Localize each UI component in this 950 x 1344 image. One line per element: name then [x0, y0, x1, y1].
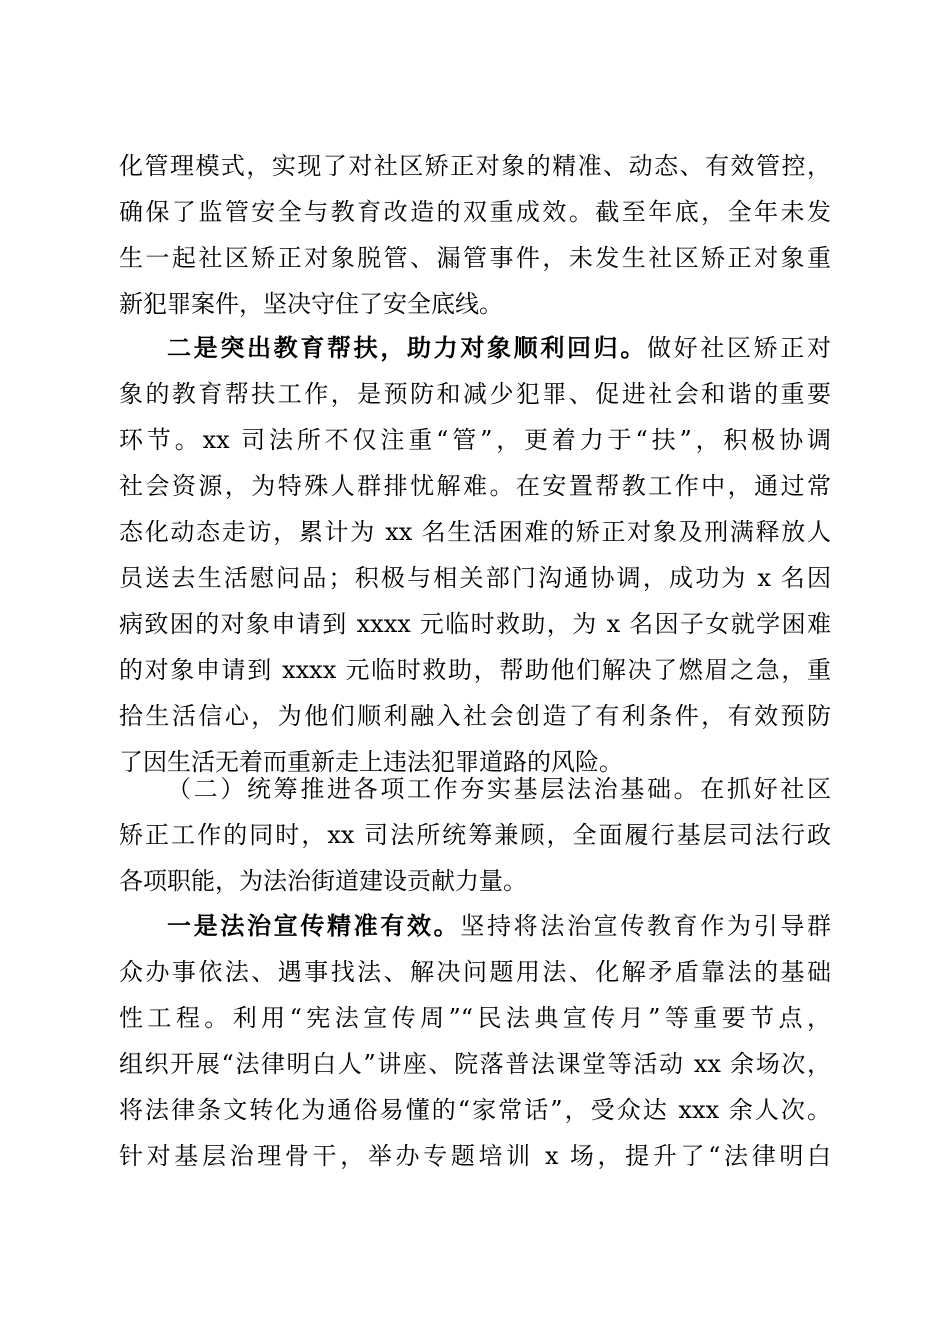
- paragraph-supervision-continued: [119, 143, 831, 327]
- text-line: 众办事依法、遇事找法、解决问题用法、化解矛盾靠法的基础: [119, 958, 831, 986]
- text-line: 病致困的对象申请到 xxxx 元临时救助，为 x 名因子女就学困难: [119, 610, 831, 638]
- text-line: 拾生活信心，为他们顺利融入社会创造了有利条件，有效预防: [119, 702, 831, 730]
- text-line: 象的教育帮扶工作，是预防和减少犯罪、促进社会和谐的重要: [119, 380, 831, 408]
- text-line: 针对基层治理骨干，举办专题培训 x 场，提升了“法律明白: [119, 1142, 831, 1170]
- text-line: 员送去生活慰问品；积极与相关部门沟通协调，成功为 x 名因: [119, 564, 831, 592]
- text-run: 做好社区矫正对: [647, 334, 831, 362]
- paragraph-section-two-heading: [119, 766, 831, 904]
- text-line: 化管理模式，实现了对社区矫正对象的精准、动态、有效管控，: [119, 152, 831, 180]
- text-line: [119, 325, 831, 371]
- text-line: 环节。xx 司法所不仅注重“管”，更着力于“扶”，积极协调: [119, 426, 831, 454]
- text-line: 组织开展“法律明白人”讲座、院落普法课堂等活动 xx 余场次，: [119, 1050, 831, 1078]
- text-line: [119, 903, 831, 949]
- text-line: 的对象申请到 xxxx 元临时救助，帮助他们解决了燃眉之急，重: [119, 656, 831, 684]
- text-line: 了因生活无着而重新走上违法犯罪道路的风险。: [119, 748, 623, 776]
- text-line: 态化动态走访，累计为 xx 名生活困难的矫正对象及刑满释放人: [119, 518, 831, 546]
- text-line: 将法律条文转化为通俗易懂的“家常话”，受众达 xxx 余人次。: [119, 1096, 831, 1124]
- text-line: 矫正工作的同时，xx 司法所统筹兼顾，全面履行基层司法行政: [119, 821, 831, 849]
- text-line: 生一起社区矫正对象脱管、漏管事件，未发生社区矫正对象重: [119, 244, 831, 272]
- text-line: 各项职能，为法治街道建设贡献力量。: [119, 867, 527, 895]
- paragraph-lead-heading: 一是法治宣传精准有效。: [167, 911, 461, 940]
- paragraph-lead-heading: 二是突出教育帮扶，助力对象顺利回归。: [167, 333, 647, 362]
- paragraph-legal-publicity: [119, 903, 831, 1179]
- section-heading-line: （二）统筹推进各项工作夯实基层法治基础。在抓好社区: [167, 775, 831, 803]
- paragraph-education-assistance: [119, 325, 831, 785]
- text-line: 性工程。利用“宪法宣传周”“民法典宣传月”等重要节点，: [119, 1004, 831, 1032]
- text-line: 新犯罪案件，坚决守住了安全底线。: [119, 290, 503, 318]
- text-line: 确保了监管安全与教育改造的双重成效。截至年底，全年未发: [119, 198, 831, 226]
- text-line: 社会资源，为特殊人群排忧解难。在安置帮教工作中，通过常: [119, 472, 831, 500]
- text-run: 坚持将法治宣传教育作为引导群: [460, 912, 832, 940]
